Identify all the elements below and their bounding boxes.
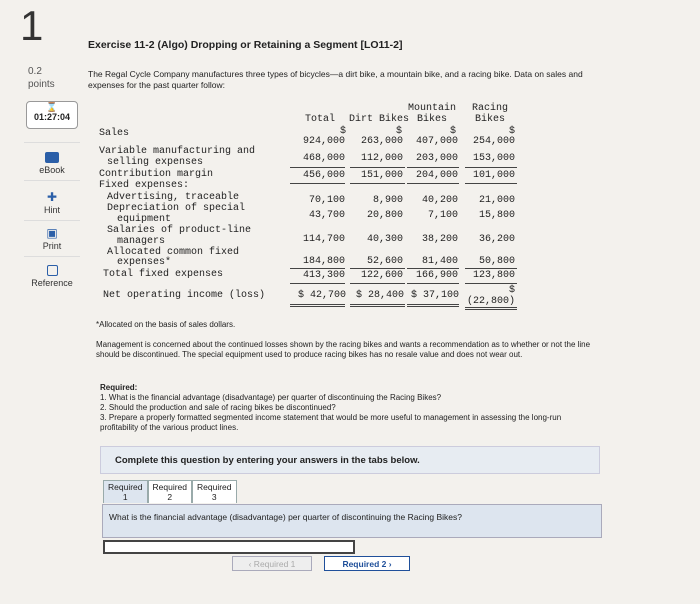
points-label: 0.2 points [28,66,55,90]
complete-instruction: Complete this question by entering your answers in the tabs below. [100,446,600,474]
noi-mountain: $ 37,100 [410,290,459,301]
tab-label: Required [197,482,232,492]
rule [350,268,405,269]
noi-dirt: $ 28,400 [355,290,404,301]
label-net-operating-income: Net operating income (loss) [103,290,266,301]
question-number: 1 [20,2,44,49]
answer-input[interactable] [103,540,355,554]
cm-racing: 101,000 [472,170,515,181]
previous-tab-button[interactable]: ‹ Required 1 [232,556,312,571]
intro-text: The Regal Cycle Company manufactures three types of bicycles—a dirt bike, a mountain bike, and a racing bike. Data on sales and expenses for the past quarter follow: [88,69,583,90]
rule [350,283,405,284]
tab-required-2[interactable] [148,480,193,503]
tab-label: Required [152,482,187,492]
label-salaries-2: managers [117,236,166,247]
label-total-fixed: Total fixed expenses [103,269,224,280]
header-total: Total [304,114,335,125]
sales-mountain: 407,000 [415,136,458,147]
sal-total: 114,700 [302,234,345,245]
dep-mountain: 7,100 [427,210,458,221]
ebook-label: eBook [39,165,65,175]
var-dirt: 112,000 [360,153,403,164]
rule [407,283,459,284]
rule [350,183,405,184]
sal-mountain: 38,200 [421,234,458,245]
tab-number: 2 [167,492,173,502]
label-advertising: Advertising, traceable [107,192,240,203]
timer [26,101,78,129]
label-salaries-1: Salaries of product-line [107,225,252,236]
double-rule [290,304,345,307]
label-contribution-margin: Contribution margin [99,169,214,180]
alloc-dirt: 52,600 [366,256,403,267]
adv-racing: 21,000 [478,195,515,206]
rule [465,183,517,184]
hint-button[interactable] [24,192,80,215]
sales-mountain-dollar: $ [449,126,456,137]
exercise-title: Exercise 11-2 (Algo) Dropping or Retaining a Segment [LO11-2] [88,39,403,51]
header-dirt: Dirt Bikes [348,114,409,125]
sales-racing-dollar: $ [508,126,515,137]
reference-icon [47,265,58,276]
tfe-dirt: 122,600 [360,270,403,281]
header-racing-2: Bikes [474,114,505,125]
book-icon [45,152,59,163]
label-variable-1: Variable manufacturing and [99,146,256,157]
tab-required-3[interactable] [192,480,237,503]
tfe-mountain: 166,900 [415,270,458,281]
print-button[interactable] [24,228,80,251]
hint-label: Hint [43,205,60,215]
label-depreciation-1: Depreciation of special [107,203,246,214]
header-racing-1: Racing [471,103,508,114]
alloc-total: 184,800 [302,256,345,267]
tfe-total: 413,300 [302,270,345,281]
question-panel [102,504,602,538]
rule [407,183,459,184]
tfe-racing: 123,800 [472,270,515,281]
alloc-racing: 50,800 [478,256,515,267]
label-depreciation-2: equipment [117,214,172,225]
sales-dirt-dollar: $ [395,126,402,137]
noi-total: $ 42,700 [297,290,346,301]
dep-dirt: 20,800 [366,210,403,221]
required-heading: Required: [100,383,138,392]
noi-racing-dollar: $ [508,285,515,296]
question-text: What is the financial advantage (disadvantage) per quarter of discontinuing the Racing Bikes? [109,512,462,522]
printer-icon: ▣ [46,226,58,240]
timer-value: 01:27:04 [33,112,71,122]
required-item-1: 1. What is the financial advantage (disadvantage) per quarter of discontinuing the Racing Bikes? [100,393,442,402]
rule [407,167,459,168]
sal-dirt: 40,300 [366,234,403,245]
adv-mountain: 40,200 [421,195,458,206]
rule [290,283,345,284]
label-fixed-expenses: Fixed expenses: [99,180,190,191]
dep-total: 43,700 [308,210,345,221]
next-tab-button[interactable]: Required 2 › [324,556,410,571]
label-allocated-1: Allocated common fixed [107,247,240,258]
divider [24,220,80,221]
double-rule [465,307,517,310]
reference-label: Reference [31,278,73,288]
required-tabs [103,480,237,503]
tab-number: 3 [211,492,217,502]
cm-dirt: 151,000 [360,170,403,181]
label-sales: Sales [99,128,130,139]
noi-racing: (22,800) [466,296,515,307]
required-item-3: 3. Prepare a properly formatted segmented income statement that would be more useful to management in assessing the long-run profitability of the various product lines. [100,413,562,432]
print-label: Print [42,241,62,251]
dep-racing: 15,800 [478,210,515,221]
required-section [100,383,600,433]
adv-dirt: 8,900 [372,195,403,206]
double-rule [350,304,405,307]
double-rule [407,304,459,307]
reference-button[interactable] [24,265,80,288]
tab-required-1[interactable] [103,480,148,503]
var-mountain: 203,000 [415,153,458,164]
sales-racing: 254,000 [472,136,515,147]
var-racing: 153,000 [472,153,515,164]
tab-label: Required [108,482,143,492]
cm-total: 456,000 [302,170,345,181]
label-allocated-2: expenses* [117,257,172,268]
divider [24,180,80,181]
alloc-mountain: 81,400 [421,256,458,267]
sales-total-dollar: $ [339,126,346,137]
ebook-button[interactable] [24,152,80,175]
header-mountain-2: Bikes [416,114,447,125]
var-total: 468,000 [302,153,345,164]
divider [24,142,80,143]
hint-icon: ✚ [46,190,58,204]
rule [290,268,345,269]
sales-total: 924,000 [302,136,345,147]
cm-mountain: 204,000 [415,170,458,181]
management-concern: Management is concerned about the continued losses shown by the racing bikes and wants a recommendation as to whether or not the line should be discontinued. The special equipment used to produce racing bikes has no resale value and does not wear out. [96,340,591,359]
rule [465,283,517,284]
divider [24,256,80,257]
rule [290,183,345,184]
sales-dirt: 263,000 [360,136,403,147]
header-mountain-1: Mountain [407,103,456,114]
footnote: *Allocated on the basis of sales dollars. [96,320,236,329]
label-variable-2: selling expenses [107,157,204,168]
sal-racing: 36,200 [478,234,515,245]
rule [290,167,345,168]
rule [465,268,517,269]
hourglass-icon: ⌛ [46,102,58,112]
required-item-2: 2. Should the production and sale of racing bikes be discontinued? [100,403,336,412]
tab-number: 1 [122,492,128,502]
rule [465,167,517,168]
rule [350,167,405,168]
adv-total: 70,100 [308,195,345,206]
rule [407,268,459,269]
